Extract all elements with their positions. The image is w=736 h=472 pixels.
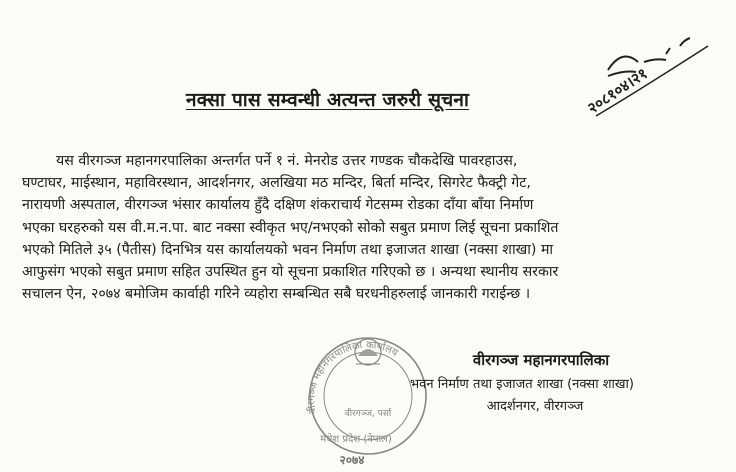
handwritten-date [584,30,714,120]
handwritten-date-svg [584,30,714,120]
body-line: नारायणी अस्पताल, वीरगञ्ज भंसार कार्यालय हुँदै दक्षिण शंकराचार्य गेटसम्म रोडका दाँया बाँया निर्माण [22,197,534,214]
seal-ring-text: वीरगञ्ज महानगरपालिका कार्यालय [306,339,400,415]
signature-dept: भवन निर्माण तथा इजाजत शाखा (नक्सा शाखा) [410,377,634,392]
seal-svg [296,318,436,468]
office-seal [296,318,436,468]
seal-line1: वीरगञ्ज, पर्सा [344,409,392,419]
signature-org: वीरगञ्ज महानगरपालिका [472,351,610,369]
handwritten-date-text: २०८१०४।२१ [584,64,651,118]
body-line: घण्टाघर, माईस्थान, महाविरस्थान, आदर्शनगर, अलखिया मठ मन्दिर, बिर्ता मन्दिर, सिगरेट फैक्ट्री गेट, [22,175,531,192]
body-line: सचालन ऐन, २०७४ बमोजिम कार्वाही गरिने व्यहोरा सम्बन्धित सबै घरधनीहरुलाई जानकारी गराईन्छ । [22,286,531,303]
handwritten-stroke [644,38,690,62]
handwritten-underline [596,46,708,116]
seal-line2: मधेश प्रदेश (नेपाल) [320,434,392,445]
signature-block [410,350,634,414]
signature-addr: आदर्शनगर, वीरगञ्ज [486,399,584,414]
notice-body [22,150,712,305]
body-line: यस वीरगञ्ज महानगरपालिका अन्तर्गत पर्ने १ नं. मेनरोड उत्तर गण्डक चौकदेखि पावरहाउस, [56,153,518,169]
body-line: आफुसंग भएको सबुत प्रमाण सहित उपस्थित हुन यो सूचना प्रकाशित गरिएको छ । अन्यथा स्थानीय सरकार [22,264,559,281]
seal-year: २०७४ [339,453,365,467]
notice-title: नक्सा पास सम्वन्धी अत्यन्त जरुरी सूचना [186,89,470,111]
body-line: भएको मितिले ३५ (पैतीस) दिनभित्र यस कार्यालयको भवन निर्माण तथा इजाजत शाखा (नक्सा शाखा) मा [22,241,554,258]
body-line: भएका घरहरुको यस वी.म.न.पा. बाट नक्सा स्वीकृत भए/नभएको सोको सबुत प्रमाण लिई सूचना प्रकाशित [22,219,559,236]
